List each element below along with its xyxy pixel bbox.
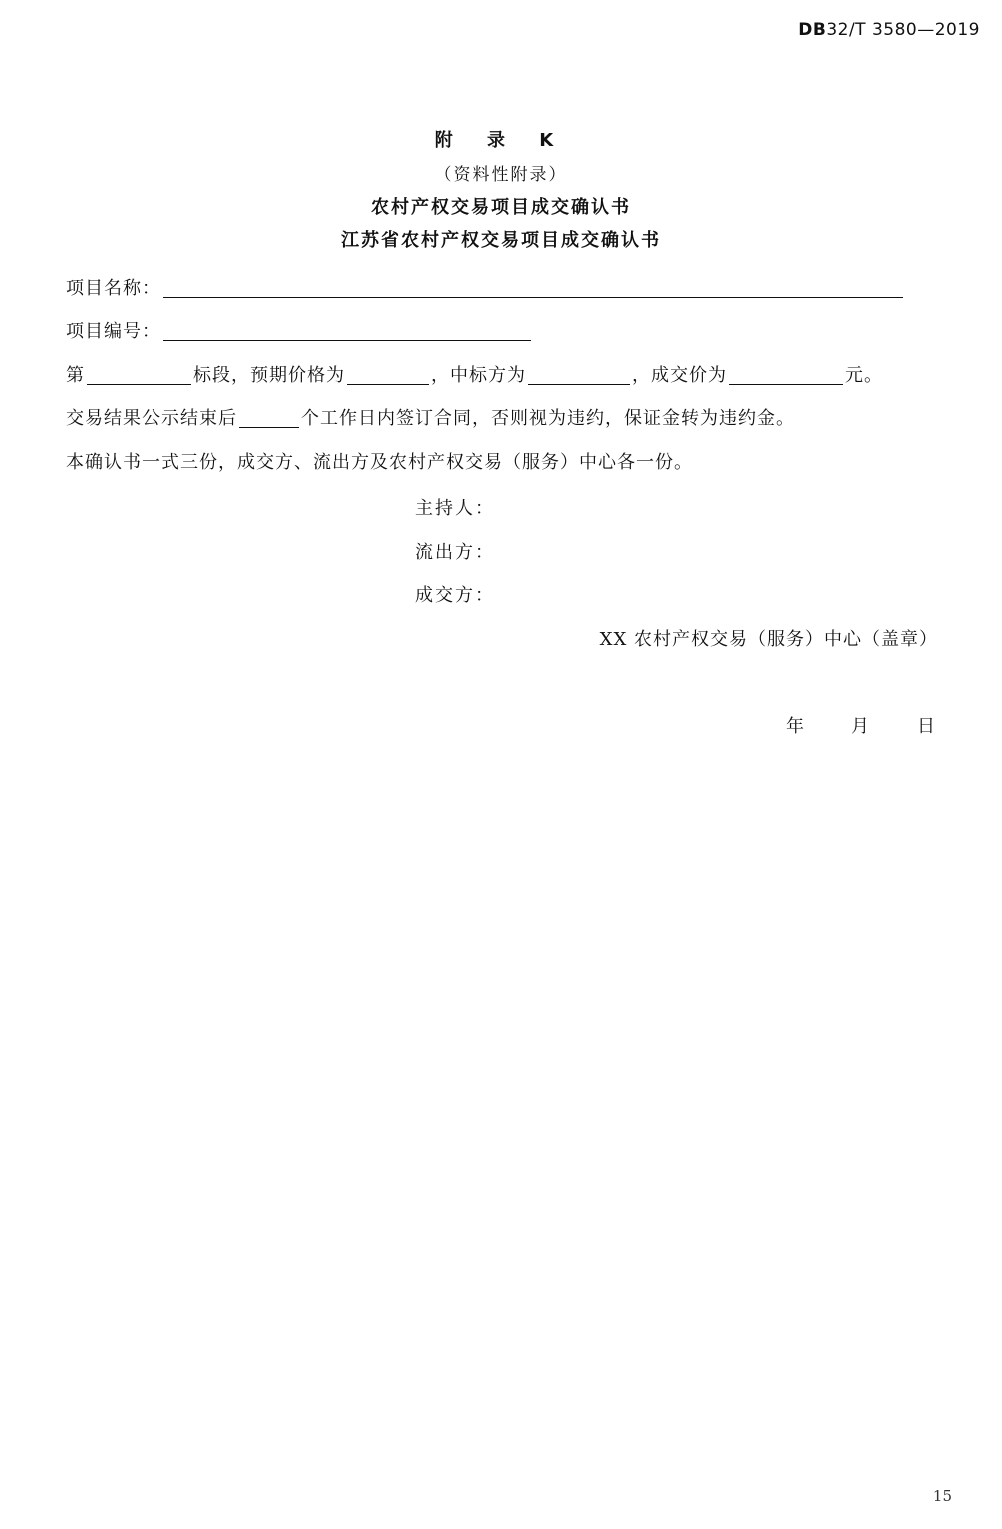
document-subtitle: 江苏省农村产权交易项目成交确认书 — [341, 230, 661, 251]
section-prefix: 第 — [66, 365, 85, 386]
transferee-signature-label: 成交方： — [415, 585, 495, 606]
date-year: 年 — [786, 716, 804, 737]
date-month: 月 — [851, 716, 869, 737]
result-prefix: 交易结果公示结束后 — [66, 408, 237, 429]
appendix-type: （资料性附录） — [434, 165, 568, 185]
currency-suffix: 元。 — [845, 365, 883, 386]
section-price-line — [66, 363, 883, 389]
deal-price-label: ，成交价为 — [632, 365, 727, 386]
copies-line: 本确认书一式三份，成交方、流出方及农村产权交易（服务）中心各一份。 — [66, 452, 693, 473]
appendix-title: 附 录 K — [434, 130, 568, 151]
project-name-line — [66, 276, 905, 302]
standard-code-prefix: DB — [798, 20, 827, 40]
section-blank[interactable] — [87, 364, 191, 385]
project-number-blank[interactable] — [163, 320, 531, 341]
host-signature-label: 主持人： — [415, 498, 495, 519]
expected-price-blank[interactable] — [347, 364, 429, 385]
page-number: 15 — [932, 1487, 952, 1505]
deal-price-blank[interactable] — [729, 364, 843, 385]
project-number-line — [66, 319, 533, 345]
document-title: 农村产权交易项目成交确认书 — [371, 197, 631, 218]
section-label: 标段，预期价格为 — [193, 365, 345, 386]
project-name-blank[interactable] — [163, 277, 903, 298]
center-stamp-line: XX 农村产权交易（服务）中心（盖章） — [599, 629, 938, 650]
winner-blank[interactable] — [528, 364, 630, 385]
days-blank[interactable] — [239, 407, 299, 428]
winner-label: ，中标方为 — [431, 365, 526, 386]
transferor-signature-label: 流出方： — [415, 542, 495, 563]
project-number-label: 项目编号： — [66, 321, 161, 342]
date-day: 日 — [917, 716, 935, 737]
result-suffix: 个工作日内签订合同，否则视为违约，保证金转为违约金。 — [301, 408, 795, 429]
standard-code-number: 32/T 3580—2019 — [826, 20, 980, 40]
project-name-label: 项目名称： — [66, 278, 161, 299]
standard-code — [798, 20, 980, 40]
result-line — [66, 406, 795, 432]
